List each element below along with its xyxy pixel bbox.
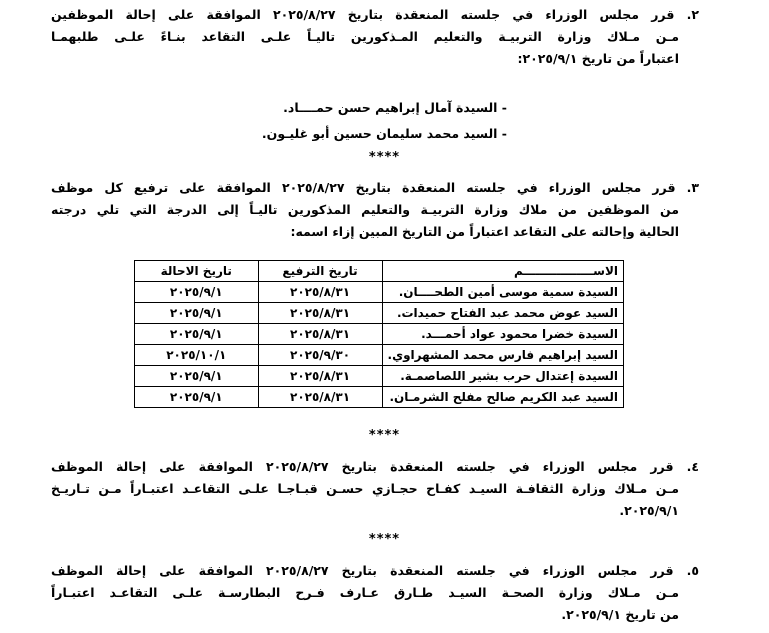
decision-3-line-2: من الموظفين من ملاك وزارة التربيـة والتعليم المذكورين تاليـاً إلى الدرجة التي تلي درجته [51,202,679,217]
cell-name: السيدة خضرا محمود عواد أحمـــد. [382,324,623,345]
cell-promotion-date: ٢٠٢٥/٨/٣١ [258,303,382,324]
cell-retirement-date: ٢٠٢٥/٩/١ [135,387,259,408]
decision-4-number: ٤. [686,459,699,474]
decision-2-names [262,95,507,147]
decision-2-line-3: اعتباراً من تاريخ ٢٠٢٥/٩/١: [517,51,679,66]
decision-2-number: ٢. [686,7,699,22]
cell-promotion-date: ٢٠٢٥/٨/٣١ [258,324,382,345]
decision-5-line-3: من تاريخ ٢٠٢٥/٩/١. [561,607,679,622]
separator: **** [368,150,401,165]
cell-retirement-date: ٢٠٢٥/٩/١ [135,303,259,324]
separator: **** [368,428,401,443]
table-row [135,387,624,408]
table-row [135,366,624,387]
cell-promotion-date: ٢٠٢٥/٨/٣١ [258,387,382,408]
cell-promotion-date: ٢٠٢٥/٩/٣٠ [258,345,382,366]
employee-name: - السيدة آمال إبراهيم حسن حمــــاد. [283,100,507,115]
cell-retirement-date: ٢٠٢٥/٩/١ [135,282,259,303]
retirement-table [134,260,624,408]
column-header-retirement-date: تاريخ الاحالة [135,261,259,282]
decision-4-line-3: ٢٠٢٥/٩/١. [619,503,679,518]
table-row [135,303,624,324]
cell-retirement-date: ٢٠٢٥/٩/١ [135,324,259,345]
column-header-name: الاســـــــــــــــــم [382,261,623,282]
employee-name: - السيد محمد سليمان حسين أبو غليـون. [261,126,507,141]
decision-2-line-2: مـن مـلاك وزارة التربيـة والتعليم المـذكورين تاليـاً علـى التقاعد بنـاءً علـى طلبهمـا [51,29,679,44]
decision-5-line-1: ٥. قرر مجلس الوزراء في جلسته المنعقدة بتاريخ ٢٠٢٥/٨/٢٧ الموافقة على إحالة الموظف [51,563,699,578]
cell-name: السيدة سمية موسى أمين الطحــــان. [382,282,623,303]
separator: **** [368,532,401,547]
decision-5-number: ٥. [686,563,699,578]
decision-5 [51,560,699,626]
decision-4 [51,456,699,522]
decision-3 [51,177,699,243]
decision-5-line-2: مـن مـلاك وزارة الصحـة السيـد طـارق عـارف فـرح البطارسـة علـى التقاعـد اعتبـاراً [51,585,679,600]
decision-2 [51,4,699,70]
cell-name: السيد إبراهيم فارس محمد المشهراوي. [382,345,623,366]
column-header-promotion-date: تاريخ الترفيع [258,261,382,282]
cell-retirement-date: ٢٠٢٥/١٠/١ [135,345,259,366]
decision-2-line-1: ٢. قرر مجلس الوزراء في جلسته المنعقدة بتاريخ ٢٠٢٥/٨/٢٧ الموافقة على إحالة الموظفين [51,7,699,22]
table-row [135,345,624,366]
table-header-row [135,261,624,282]
decision-4-line-2: مـن مـلاك وزارة الثقافـة السيـد كفـاح حجـازي حسـن قبـاجـا علـى التقاعـد اعتبـاراً مـن تـاريـخ [51,481,679,496]
decision-3-line-1: ٣. قرر مجلس الوزراء في جلسته المنعقدة بتاريخ ٢٠٢٥/٨/٢٧ الموافقة على ترفيع كل موظف [51,180,699,195]
cell-name: السيد عوض محمد عبد الفتاح حميدات. [382,303,623,324]
table-row [135,282,624,303]
cell-name: السيد عبد الكريم صالح مفلح الشرمـان. [382,387,623,408]
decision-3-line-3: الحالية وإحالته على التقاعد اعتباراً من التاريخ المبين إزاء اسمه: [290,224,679,239]
cell-retirement-date: ٢٠٢٥/٩/١ [135,366,259,387]
table-row [135,324,624,345]
cell-name: السيدة إعتدال حرب بشير اللصاصمـة. [382,366,623,387]
cell-promotion-date: ٢٠٢٥/٨/٣١ [258,366,382,387]
decision-4-line-1: ٤. قرر مجلس الوزراء في جلسته المنعقدة بتاريخ ٢٠٢٥/٨/٢٧ الموافقة على إحالة الموظف [51,459,699,474]
cell-promotion-date: ٢٠٢٥/٨/٣١ [258,282,382,303]
decision-3-number: ٣. [686,180,699,195]
